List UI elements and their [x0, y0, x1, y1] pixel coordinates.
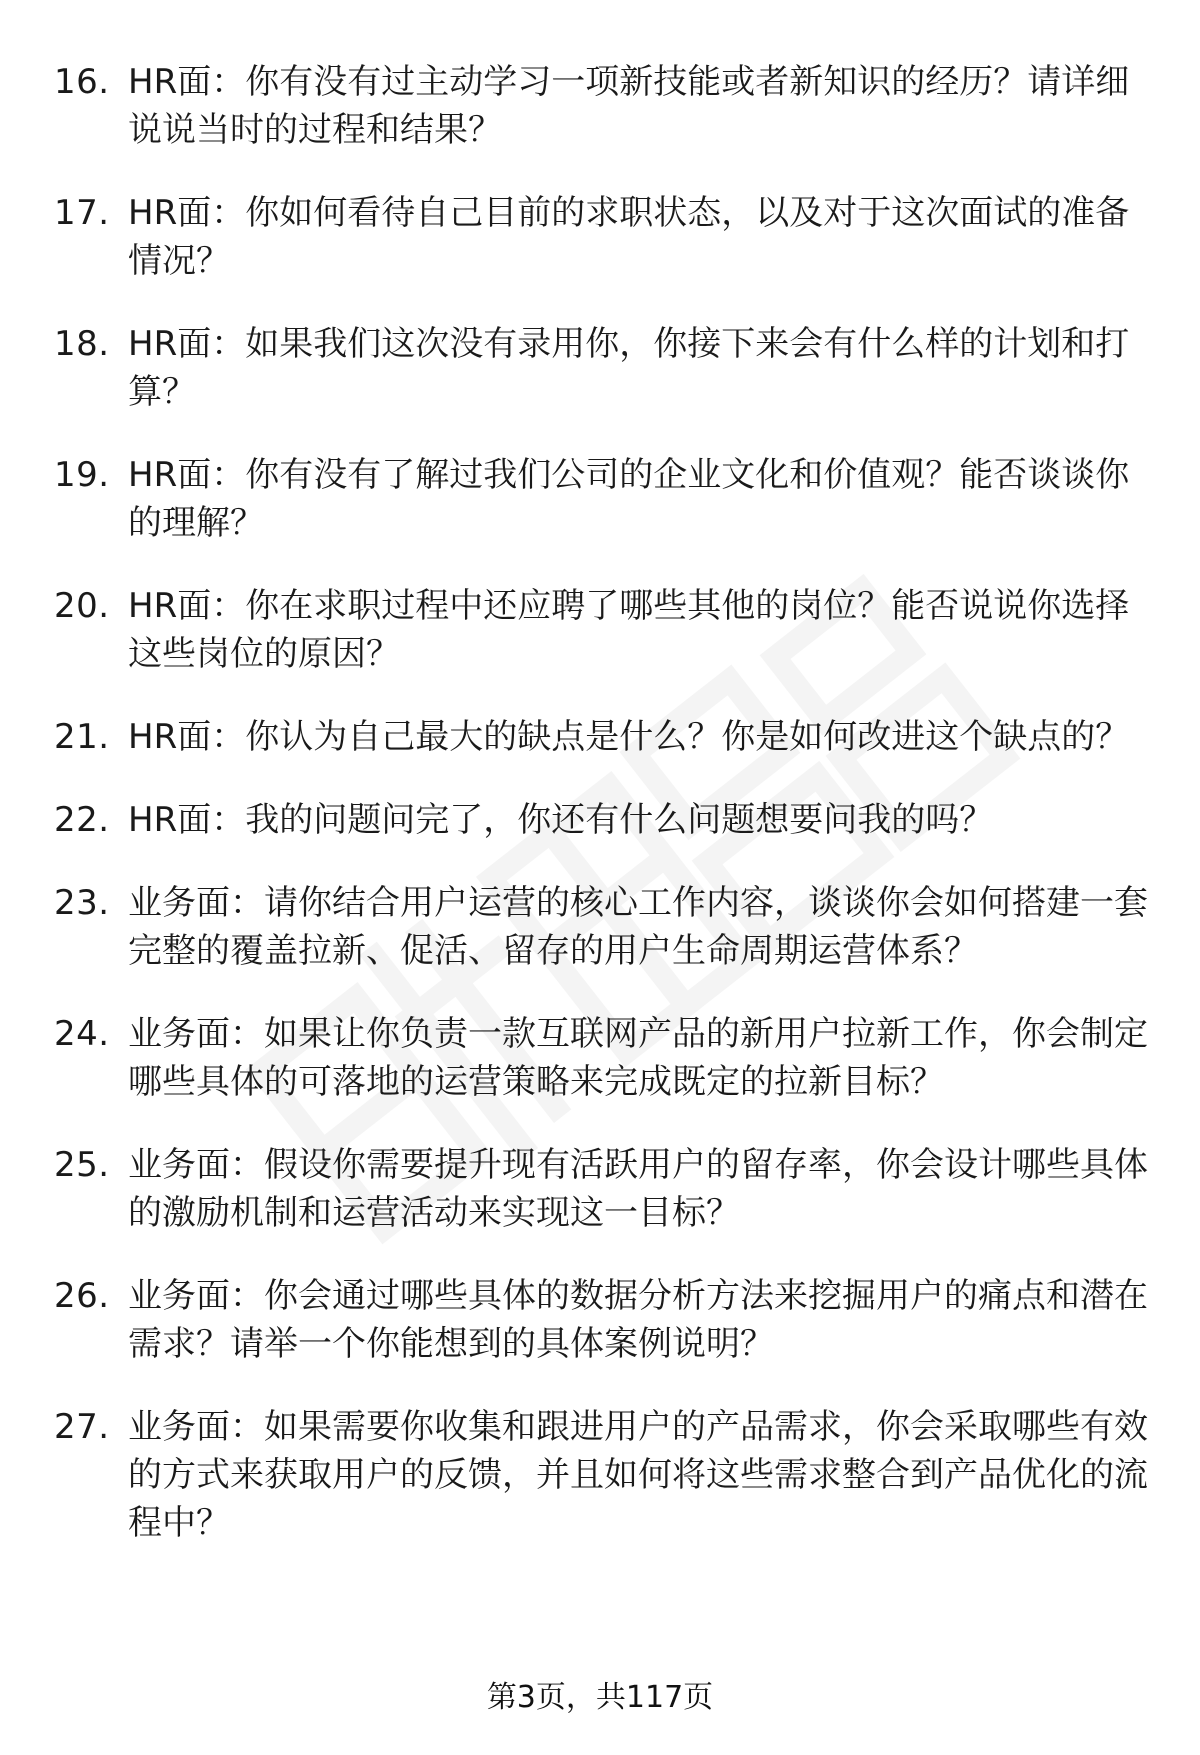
- question-text: 业务面：你会通过哪些具体的数据分析方法来挖掘用户的痛点和潜在需求？请举一个你能想到的具体案例说明？: [128, 1276, 1148, 1364]
- list-item: [54, 796, 1154, 844]
- question-number: 26.: [54, 1276, 110, 1316]
- list-item: [54, 320, 1154, 416]
- question-number: 17.: [54, 193, 110, 233]
- question-text: 业务面：如果需要你收集和跟进用户的产品需求，你会采取哪些有效的方式来获取用户的反馈，并且如何将这些需求整合到产品优化的流程中？: [128, 1407, 1148, 1543]
- question-number: 20.: [54, 586, 110, 626]
- list-item: [54, 451, 1154, 547]
- question-number: 25.: [54, 1145, 110, 1185]
- question-text: HR面：你有没有了解过我们公司的企业文化和价值观？能否谈谈你的理解？: [128, 455, 1130, 543]
- question-number: 16.: [54, 62, 110, 102]
- question-number: 24.: [54, 1014, 110, 1054]
- question-number: 18.: [54, 324, 110, 364]
- question-text: 业务面：如果让你负责一款互联网产品的新用户拉新工作，你会制定哪些具体的可落地的运营策略来完成既定的拉新目标？: [128, 1014, 1148, 1102]
- question-text: HR面：你有没有过主动学习一项新技能或者新知识的经历？请详细说说当时的过程和结果？: [128, 62, 1130, 150]
- list-item: [54, 58, 1154, 154]
- question-number: 22.: [54, 800, 110, 840]
- question-text: 业务面：假设你需要提升现有活跃用户的留存率，你会设计哪些具体的激励机制和运营活动来实现这一目标？: [128, 1145, 1148, 1233]
- list-item: [54, 879, 1154, 975]
- question-list: [54, 58, 1154, 1582]
- question-number: 23.: [54, 883, 110, 923]
- question-text: HR面：我的问题问完了，你还有什么问题想要问我的吗？: [128, 800, 994, 840]
- list-item: [54, 1141, 1154, 1237]
- question-text: HR面：你在求职过程中还应聘了哪些其他的岗位？能否说说你选择这些岗位的原因？: [128, 586, 1130, 674]
- list-item: [54, 582, 1154, 678]
- question-text: HR面：如果我们这次没有录用你，你接下来会有什么样的计划和打算？: [128, 324, 1130, 412]
- question-number: 27.: [54, 1407, 110, 1447]
- list-item: [54, 713, 1154, 761]
- list-item: [54, 189, 1154, 285]
- question-text: 业务面：请你结合用户运营的核心工作内容，谈谈你会如何搭建一套完整的覆盖拉新、促活、留存的用户生命周期运营体系？: [128, 883, 1148, 971]
- question-text: HR面：你认为自己最大的缺点是什么？你是如何改进这个缺点的？: [128, 717, 1130, 757]
- page-footer: 第3页，共117页: [486, 1680, 714, 1715]
- question-number: 21.: [54, 717, 110, 757]
- list-item: [54, 1272, 1154, 1368]
- list-item: [54, 1403, 1154, 1547]
- question-number: 19.: [54, 455, 110, 495]
- list-item: [54, 1010, 1154, 1106]
- question-text: HR面：你如何看待自己目前的求职状态，以及对于这次面试的准备情况？: [128, 193, 1130, 281]
